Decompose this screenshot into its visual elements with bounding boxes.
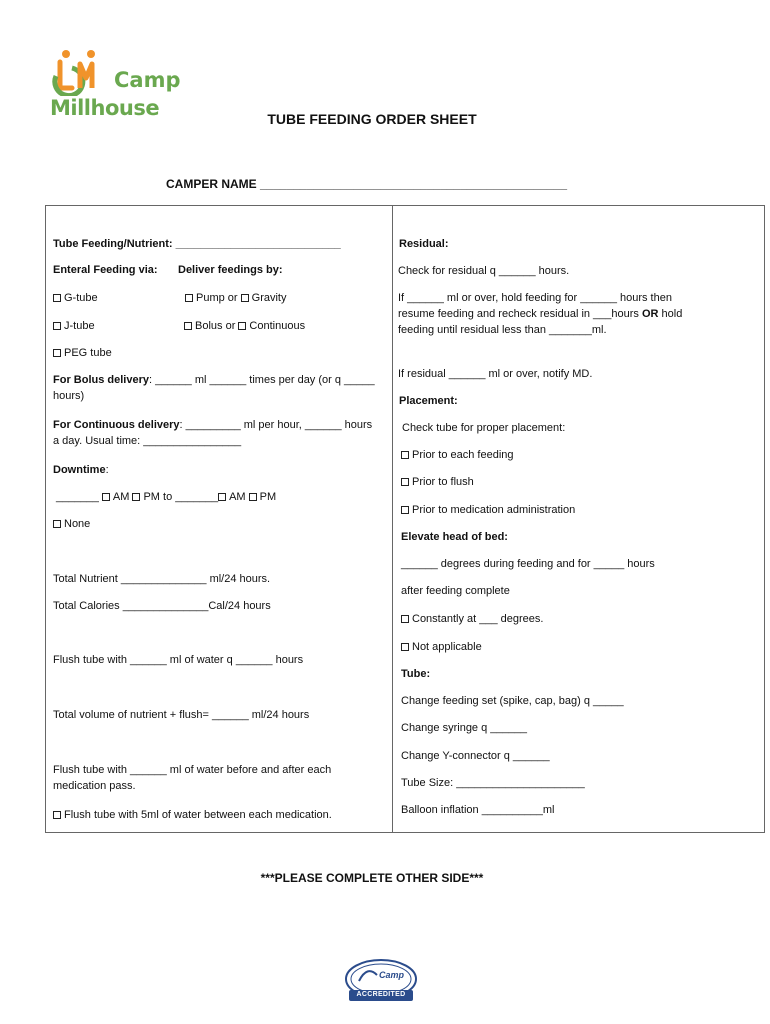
not-applicable-option[interactable] [401,639,482,655]
bolus-delivery-text: : ______ ml ______ times per day (or q _____ [148,374,375,386]
prior-flush-option[interactable] [401,474,474,490]
checkbox-icon[interactable] [102,493,110,501]
change-feeding-set-field[interactable]: Change feeding set (spike, cap, bag) q _____ [401,695,624,707]
after-feeding-text: after feeding complete [401,585,510,597]
gravity-label: Gravity [251,292,287,304]
flush-5ml-label: Flush tube with 5ml of water between each medication. [64,809,332,821]
downtime-colon: : [105,464,109,476]
total-nutrient-field[interactable]: Total Nutrient ______________ ml/24 hours. [53,573,271,585]
bolus-label: Bolus or [195,320,236,332]
checkbox-icon[interactable] [53,811,61,819]
seal-accredited-text: ACCREDITED [356,991,406,998]
jtube-option[interactable] [53,318,95,334]
am-label-1: AM [112,491,130,503]
bolus-continuous-option[interactable] [184,318,305,334]
checkbox-icon[interactable] [53,349,61,357]
pm-label-2: PM [259,491,277,503]
tube-feeding-nutrient-field[interactable]: Tube Feeding/Nutrient: ___________________________ [53,238,341,250]
residual-hold-text-2a: resume feeding and recheck residual in ___hours [398,308,642,320]
checkbox-icon[interactable] [401,506,409,514]
bolus-delivery-label: For Bolus delivery [53,374,149,386]
prior-medication-label: Prior to medication administration [412,504,576,516]
logo-word-camp: Camp [114,68,181,92]
total-calories-field[interactable]: Total Calories ______________Cal/24 hours [53,600,271,612]
residual-hold-instructions[interactable] [398,290,682,338]
column-divider [392,205,393,833]
elevate-head-heading: Elevate head of bed: [401,531,508,543]
constantly-label: Constantly at ___ degrees. [412,613,544,625]
notify-md-field[interactable]: If residual ______ ml or over, notify MD. [398,368,593,380]
checkbox-icon[interactable] [53,294,61,302]
tube-heading: Tube: [401,668,431,680]
continuous-delivery-field[interactable] [53,417,372,449]
change-y-connector-field[interactable]: Change Y-connector q ______ [401,750,550,762]
am-label-2: AM [229,491,246,503]
residual-hold-or: OR [641,308,659,320]
bolus-delivery-field[interactable] [53,372,375,404]
checkbox-icon[interactable] [401,451,409,459]
checkbox-icon[interactable] [132,493,140,501]
continuous-delivery-text: : _________ ml per hour, ______ hours [179,419,373,431]
flush-tube-field[interactable]: Flush tube with ______ ml of water q ______ hours [53,654,304,666]
downtime-heading [53,462,109,478]
flush-medication-text-2: medication pass. [53,780,136,792]
prior-flush-label: Prior to flush [412,476,474,488]
peg-tube-label: PEG tube [64,347,112,359]
accredited-seal [343,957,419,1005]
continuous-label: Continuous [249,320,306,332]
seal-camp-text: Camp [379,970,405,980]
prior-medication-option[interactable] [401,502,575,518]
gtube-label: G-tube [64,292,98,304]
continuous-delivery-label: For Continuous delivery [53,419,180,431]
residual-hold-text-1: If ______ ml or over, hold feeding for ______ hours then [398,292,672,304]
jtube-label: J-tube [64,320,95,332]
downtime-blank: _______ [56,491,99,503]
prior-feeding-label: Prior to each feeding [412,449,514,461]
checkbox-icon[interactable] [218,493,226,501]
flush-medication-text: Flush tube with ______ ml of water before and after each [53,764,332,776]
change-syringe-field[interactable]: Change syringe q ______ [401,722,527,734]
checkbox-icon[interactable] [401,478,409,486]
checkbox-icon[interactable] [401,615,409,623]
check-placement-text: Check tube for proper placement: [402,422,566,434]
residual-heading: Residual: [399,238,449,250]
residual-hold-text-3: feeding until residual less than _______ml. [398,324,607,336]
residual-hold-text-2b: hold [658,308,683,320]
downtime-time-field[interactable] [56,489,276,505]
pump-gravity-option[interactable] [185,290,286,306]
camp-people-icon [48,48,114,96]
downtime-none-option[interactable] [53,516,90,532]
checkbox-icon[interactable] [185,294,193,302]
flush-5ml-option[interactable] [53,807,332,823]
camper-name-field[interactable]: CAMPER NAME ______________________________________________ [166,177,567,191]
none-label: None [64,518,91,530]
checkbox-icon[interactable] [53,520,61,528]
bolus-delivery-text-2: hours) [53,390,85,402]
deliver-feedings-label: Deliver feedings by: [178,264,283,276]
checkbox-icon[interactable] [238,322,246,330]
logo-word-millhouse: Millhouse [50,96,160,120]
flush-medication-field[interactable] [53,762,331,794]
checkbox-icon[interactable] [53,322,61,330]
check-residual-field[interactable]: Check for residual q ______ hours. [398,265,570,277]
enteral-feeding-label: Enteral Feeding via: [53,264,158,276]
continuous-delivery-text-2: a day. Usual time: ________________ [53,435,242,447]
gtube-option[interactable] [53,290,98,306]
downtime-label: Downtime [53,464,106,476]
prior-feeding-option[interactable] [401,447,514,463]
constantly-option[interactable] [401,611,543,627]
checkbox-icon[interactable] [241,294,249,302]
pm-to-label: PM to _______ [143,491,219,503]
checkbox-icon[interactable] [184,322,192,330]
tube-size-field[interactable]: Tube Size: _____________________ [401,777,585,789]
elevate-degrees-field[interactable]: ______ degrees during feeding and for _____ hours [401,558,655,570]
page-title: TUBE FEEDING ORDER SHEET [267,111,477,127]
placement-heading: Placement: [399,395,458,407]
total-volume-field[interactable]: Total volume of nutrient + flush= ______ ml/24 hours [53,709,310,721]
checkbox-icon[interactable] [401,643,409,651]
peg-tube-option[interactable] [53,345,112,361]
not-applicable-label: Not applicable [412,641,482,653]
pump-label: Pump or [196,292,238,304]
checkbox-icon[interactable] [249,493,257,501]
balloon-inflation-field[interactable]: Balloon inflation __________ml [401,804,555,816]
complete-other-side-note: ***PLEASE COMPLETE OTHER SIDE*** [260,871,484,885]
